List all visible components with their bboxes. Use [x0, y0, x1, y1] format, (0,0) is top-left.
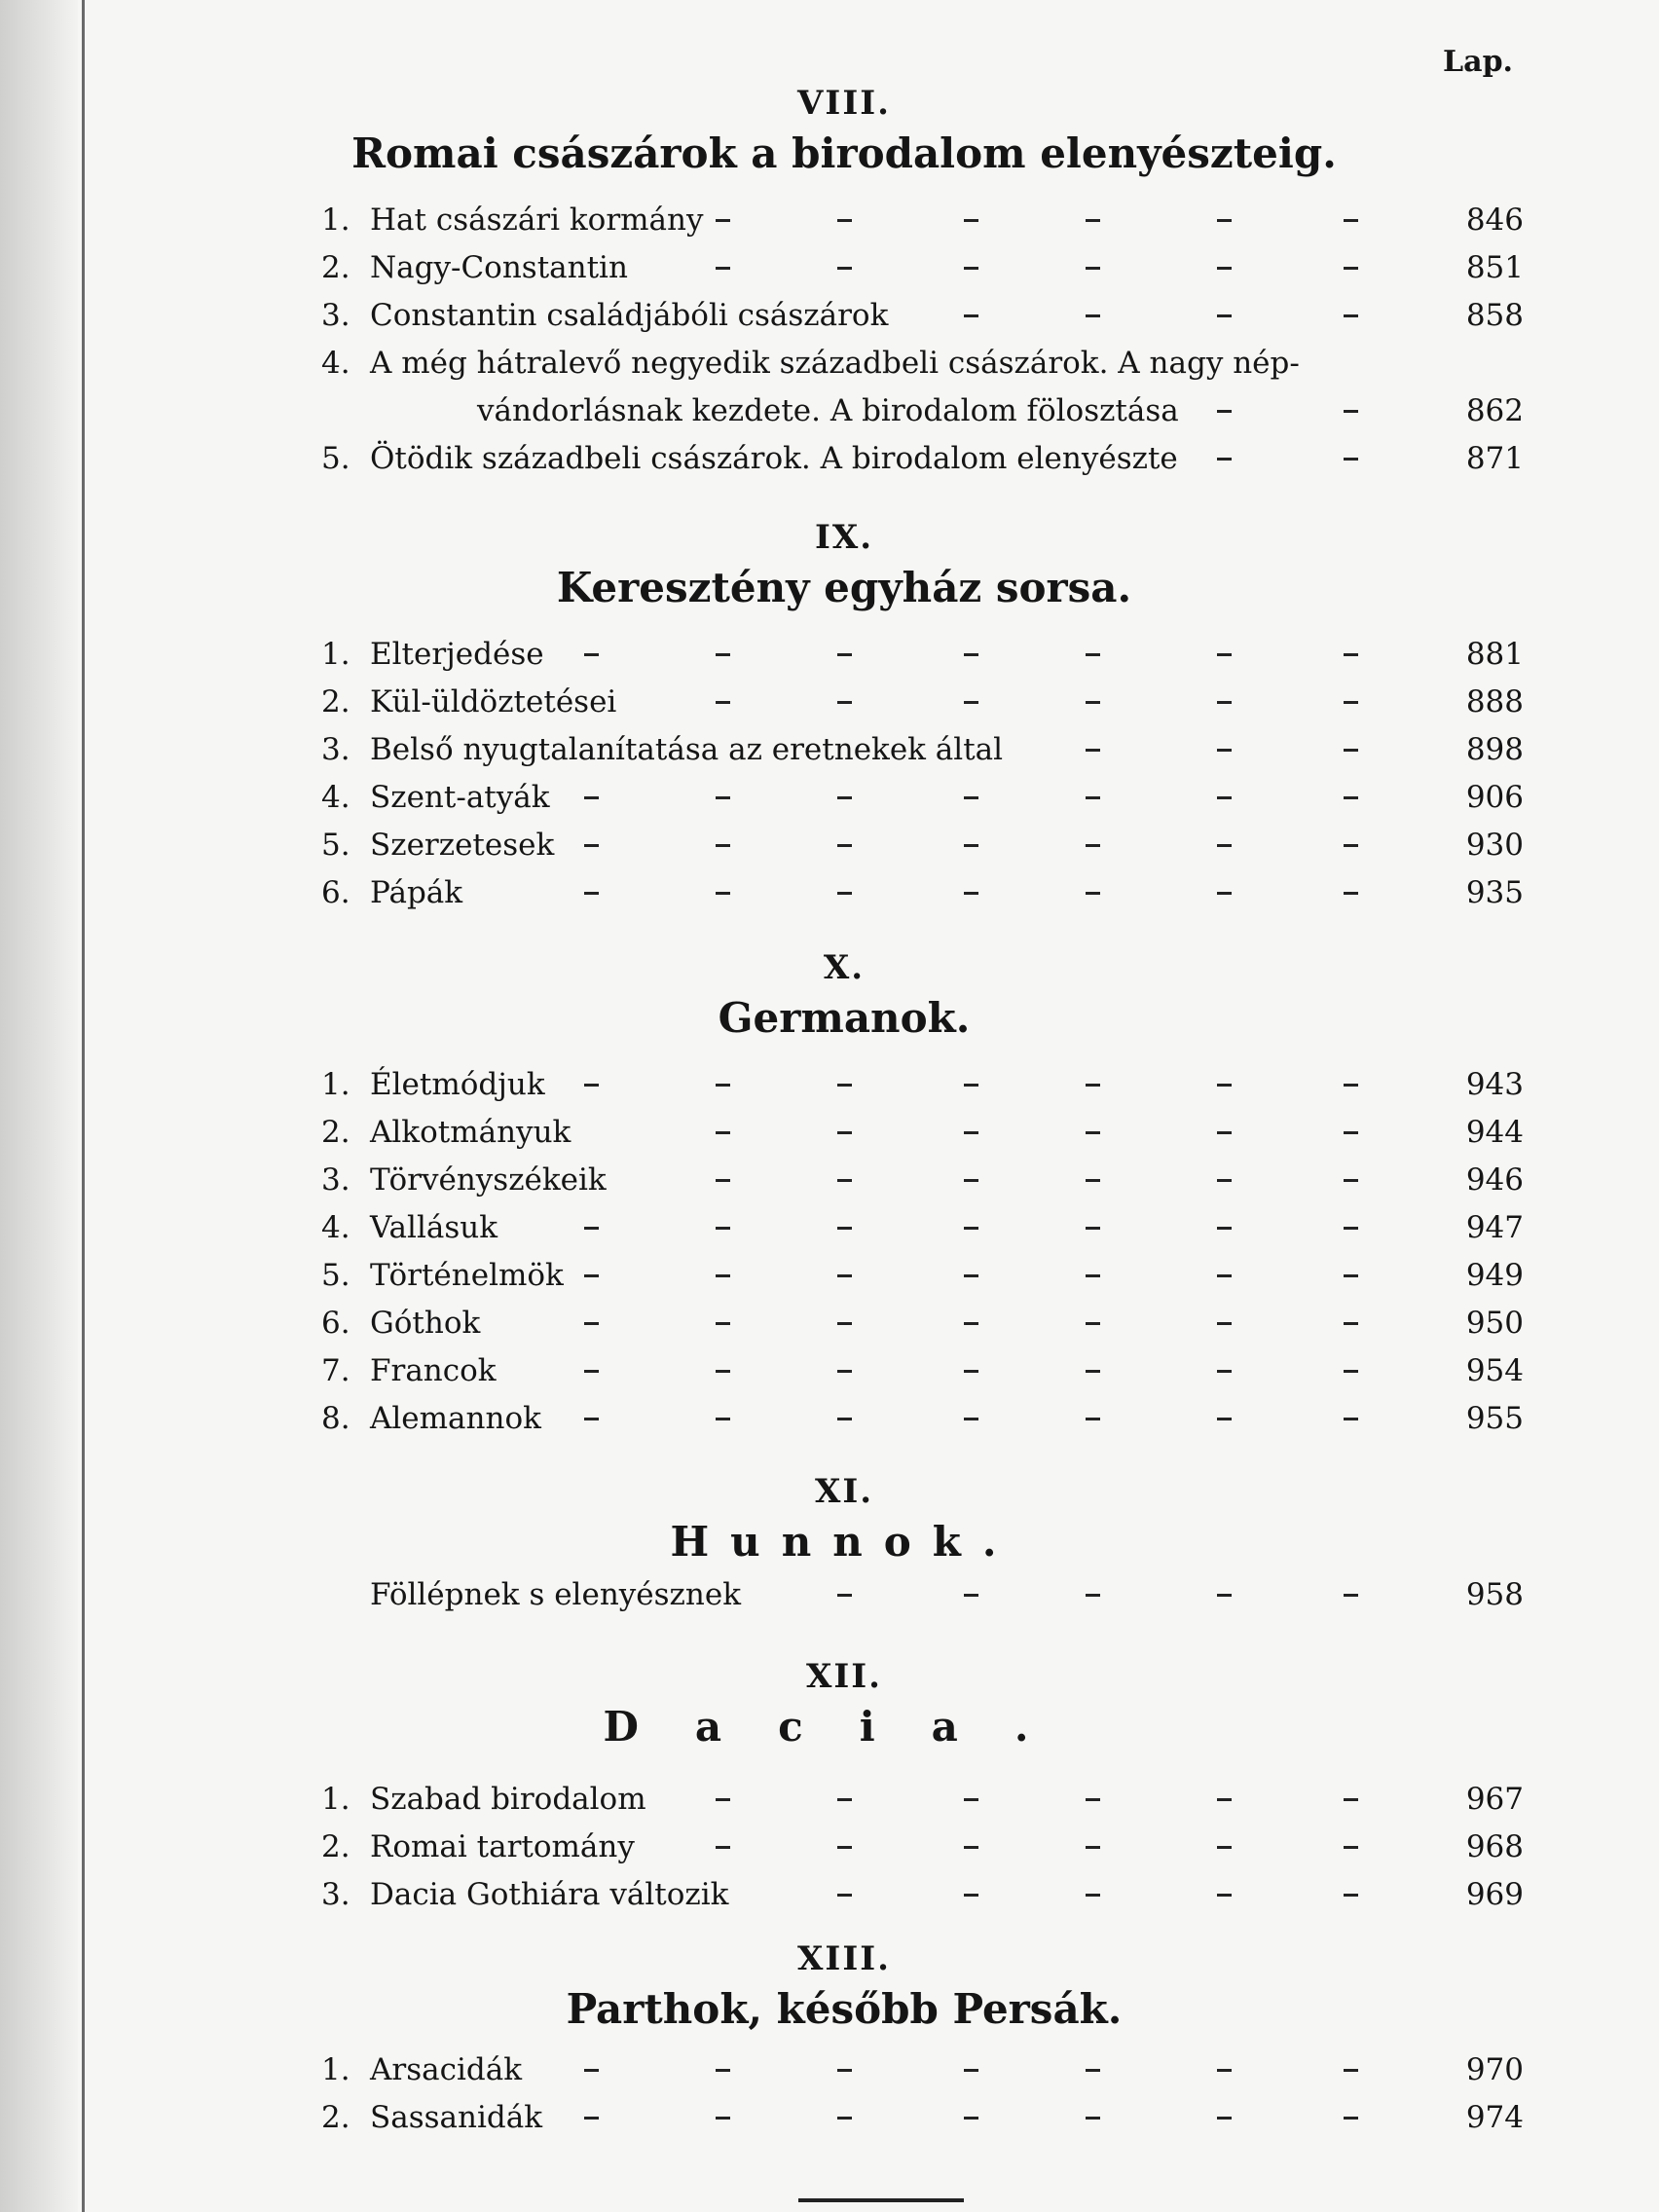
leader-dash — [1086, 1418, 1100, 1420]
leader-dash — [1344, 1131, 1358, 1134]
entry-number: 8. — [321, 1401, 350, 1436]
toc-entry — [0, 1824, 1659, 1871]
leader-dash — [1344, 1846, 1358, 1849]
toc-entry — [0, 1300, 1659, 1347]
entry-number: 4. — [321, 780, 350, 815]
leader-dash — [716, 653, 730, 656]
entry-page: 967 — [1465, 1782, 1524, 1817]
section-viii — [0, 82, 1659, 483]
entry-number: 2. — [321, 2100, 350, 2135]
leader-dash — [837, 1084, 852, 1087]
leader-dash — [584, 2069, 599, 2072]
toc-entry — [0, 340, 1659, 387]
entry-text: Constantin családjábóli császárok — [370, 298, 889, 333]
leader-dash — [1086, 1370, 1100, 1373]
entry-text: Vallásuk — [370, 1210, 498, 1245]
leader-dash — [716, 219, 730, 222]
leader-dash — [837, 1846, 852, 1849]
leader-dash — [1217, 1370, 1232, 1373]
leader-dash — [1217, 653, 1232, 656]
leader-dash — [1344, 1894, 1358, 1897]
leader-dash — [1217, 2069, 1232, 2072]
section-title: Keresztény egyház sorsa. — [556, 564, 1132, 611]
leader-dash — [964, 1131, 978, 1134]
leader-dash — [1217, 267, 1232, 270]
entry-list — [0, 631, 1659, 917]
entry-page: 871 — [1465, 441, 1524, 476]
leader-dash — [1217, 1227, 1232, 1230]
leader-dash — [1086, 1227, 1100, 1230]
leader-dash — [837, 267, 852, 270]
entry-number: 7. — [321, 1353, 350, 1388]
leader-dash — [964, 1179, 978, 1182]
section-number: VIII. — [797, 84, 891, 123]
leader-dash — [1086, 892, 1100, 895]
leader-dash — [964, 1370, 978, 1373]
leader-dash — [964, 796, 978, 799]
toc-entry — [0, 244, 1659, 292]
leader-dash — [837, 653, 852, 656]
entry-number: 2. — [321, 250, 350, 285]
leader-dash — [1344, 458, 1358, 461]
leader-dash — [1086, 844, 1100, 847]
leader-dash — [964, 2117, 978, 2120]
entry-text: Kül-üldöztetései — [370, 684, 617, 719]
leader-dash — [1217, 701, 1232, 704]
toc-entry — [0, 1395, 1659, 1443]
leader-dash — [1344, 219, 1358, 222]
leader-dash — [1086, 1274, 1100, 1277]
leader-dash — [1344, 749, 1358, 752]
toc-entry — [0, 2094, 1659, 2142]
section-number: XIII. — [797, 1939, 891, 1978]
leader-dash — [1344, 844, 1358, 847]
entry-number: 2. — [321, 1829, 350, 1864]
leader-dash — [1217, 1179, 1232, 1182]
entry-text: Elterjedése — [370, 637, 544, 672]
entry-number: 6. — [321, 875, 350, 910]
entry-number: 3. — [321, 298, 350, 333]
leader-dash — [964, 1798, 978, 1801]
toc-entry — [0, 822, 1659, 869]
leader-dash — [1086, 314, 1100, 317]
leader-dash — [584, 796, 599, 799]
leader-dash — [1217, 796, 1232, 799]
entry-text: Dacia Gothiára változik — [370, 1877, 729, 1912]
leader-dash — [584, 1227, 599, 1230]
leader-dash — [964, 1227, 978, 1230]
section-x — [0, 946, 1659, 1443]
leader-dash — [1344, 1798, 1358, 1801]
leader-dash — [1217, 314, 1232, 317]
leader-dash — [1217, 1131, 1232, 1134]
leader-dash — [1217, 1418, 1232, 1420]
entry-number: 1. — [321, 203, 350, 238]
leader-dash — [1344, 701, 1358, 704]
entry-text: Arsacidák — [370, 2052, 522, 2087]
entry-text: Törvényszékeik — [370, 1162, 607, 1198]
leader-dash — [1344, 267, 1358, 270]
entry-page: 954 — [1465, 1353, 1524, 1388]
leader-dash — [1086, 1798, 1100, 1801]
leader-dash — [837, 1594, 852, 1597]
toc-entry — [0, 631, 1659, 679]
section-number: IX. — [814, 518, 874, 557]
entry-page: 930 — [1465, 828, 1524, 863]
leader-dash — [1217, 1274, 1232, 1277]
entry-text: Szabad birodalom — [370, 1782, 646, 1817]
leader-dash — [584, 892, 599, 895]
leader-dash — [1344, 314, 1358, 317]
leader-dash — [964, 892, 978, 895]
entry-number: 5. — [321, 1258, 350, 1293]
section-ix — [0, 516, 1659, 917]
entry-text: Történelmök — [370, 1258, 564, 1293]
entry-text: Belső nyugtalanítatása az eretnekek által — [370, 732, 1004, 767]
entry-number: 3. — [321, 1877, 350, 1912]
section-title: Parthok, később Persák. — [566, 1985, 1123, 2033]
entry-page: 969 — [1465, 1877, 1524, 1912]
leader-dash — [1344, 410, 1358, 413]
entry-page: 935 — [1465, 875, 1524, 910]
entry-page: 968 — [1465, 1829, 1524, 1864]
leader-dash — [1086, 796, 1100, 799]
leader-dash — [837, 1418, 852, 1420]
entry-number: 4. — [321, 1210, 350, 1245]
entry-text: Sassanidák — [370, 2100, 543, 2135]
leader-dash — [1344, 892, 1358, 895]
toc-entry — [0, 1252, 1659, 1300]
entry-page: 974 — [1465, 2100, 1524, 2135]
leader-dash — [964, 1274, 978, 1277]
leader-dash — [837, 1894, 852, 1897]
entry-text: Alkotmányuk — [370, 1115, 571, 1150]
leader-dash — [964, 1594, 978, 1597]
leader-dash — [837, 1131, 852, 1134]
entry-page: 958 — [1465, 1577, 1524, 1612]
leader-dash — [964, 1894, 978, 1897]
entry-text: vándorlásnak kezdete. A birodalom fölosztása — [477, 393, 1179, 428]
entry-page: 888 — [1465, 684, 1524, 719]
leader-dash — [1086, 1131, 1100, 1134]
leader-dash — [964, 219, 978, 222]
entry-page: 906 — [1465, 780, 1524, 815]
leader-dash — [1217, 1846, 1232, 1849]
leader-dash — [1217, 1084, 1232, 1087]
entry-page: 970 — [1465, 2052, 1524, 2087]
leader-dash — [1344, 2069, 1358, 2072]
toc-entry — [0, 774, 1659, 822]
entry-text: Nagy-Constantin — [370, 250, 628, 285]
toc-entry — [0, 1109, 1659, 1157]
section-xiii — [0, 1937, 1659, 2142]
leader-dash — [1344, 653, 1358, 656]
leader-dash — [837, 892, 852, 895]
section-title: Hunnok. — [670, 1518, 1018, 1566]
leader-dash — [716, 1274, 730, 1277]
entry-text: Életmódjuk — [370, 1067, 545, 1102]
leader-dash — [716, 2069, 730, 2072]
leader-dash — [1344, 2117, 1358, 2120]
leader-dash — [1217, 749, 1232, 752]
leader-dash — [837, 2117, 852, 2120]
entry-number: 3. — [321, 1162, 350, 1198]
toc-entry — [0, 1347, 1659, 1395]
leader-dash — [1086, 219, 1100, 222]
entry-text: Alemannok — [370, 1401, 541, 1436]
bottom-rule — [798, 2198, 964, 2202]
entry-number: 1. — [321, 1067, 350, 1102]
entry-number: 5. — [321, 828, 350, 863]
leader-dash — [964, 1846, 978, 1849]
leader-dash — [837, 219, 852, 222]
leader-dash — [1217, 1894, 1232, 1897]
leader-dash — [1217, 458, 1232, 461]
entry-text: Föllépnek s elenyésznek — [370, 1577, 741, 1612]
leader-dash — [716, 701, 730, 704]
leader-dash — [1217, 844, 1232, 847]
entry-text: Francok — [370, 1353, 497, 1388]
leader-dash — [837, 1370, 852, 1373]
leader-dash — [1344, 1084, 1358, 1087]
leader-dash — [964, 653, 978, 656]
entry-text: Góthok — [370, 1306, 481, 1341]
toc-entry — [0, 292, 1659, 340]
leader-dash — [1086, 653, 1100, 656]
leader-dash — [1217, 2117, 1232, 2120]
leader-dash — [1344, 1322, 1358, 1325]
leader-dash — [837, 796, 852, 799]
toc-entry — [0, 1871, 1659, 1919]
entry-page: 950 — [1465, 1306, 1524, 1341]
toc-entry — [0, 1204, 1659, 1252]
entry-number: 3. — [321, 732, 350, 767]
leader-dash — [716, 1227, 730, 1230]
entry-number: 1. — [321, 1782, 350, 1817]
leader-dash — [837, 1179, 852, 1182]
leader-dash — [1344, 1370, 1358, 1373]
leader-dash — [964, 1084, 978, 1087]
leader-dash — [1086, 1846, 1100, 1849]
leader-dash — [837, 1274, 852, 1277]
leader-dash — [1086, 2117, 1100, 2120]
leader-dash — [964, 844, 978, 847]
entry-page: 858 — [1465, 298, 1524, 333]
page-column-label: Lap. — [1443, 45, 1513, 79]
toc-entry — [0, 1571, 1659, 1619]
section-title: Germanok. — [718, 994, 971, 1042]
leader-dash — [1344, 1594, 1358, 1597]
leader-dash — [1086, 1322, 1100, 1325]
entry-page: 955 — [1465, 1401, 1524, 1436]
leader-dash — [837, 1322, 852, 1325]
toc-entry — [0, 1061, 1659, 1109]
leader-dash — [1217, 219, 1232, 222]
entry-list — [0, 1061, 1659, 1443]
entry-page: 944 — [1465, 1115, 1524, 1150]
entry-page: 943 — [1465, 1067, 1524, 1102]
leader-dash — [1217, 410, 1232, 413]
leader-dash — [716, 267, 730, 270]
section-xii — [0, 1655, 1659, 1919]
section-xi — [0, 1470, 1659, 1619]
toc-entry — [0, 1157, 1659, 1204]
leader-dash — [1217, 1322, 1232, 1325]
leader-dash — [964, 314, 978, 317]
entry-number: 5. — [321, 441, 350, 476]
entry-number: 1. — [321, 637, 350, 672]
entry-page: 898 — [1465, 732, 1524, 767]
entry-page: 846 — [1465, 203, 1524, 238]
entry-page: 881 — [1465, 637, 1524, 672]
leader-dash — [837, 1227, 852, 1230]
entry-list — [0, 1571, 1659, 1619]
leader-dash — [716, 796, 730, 799]
leader-dash — [1217, 1798, 1232, 1801]
entry-number: 1. — [321, 2052, 350, 2087]
leader-dash — [1217, 892, 1232, 895]
toc-entry — [0, 679, 1659, 726]
leader-dash — [1086, 2069, 1100, 2072]
leader-dash — [964, 1322, 978, 1325]
entry-text: Hat császári kormány — [370, 203, 704, 238]
toc-entry — [0, 1776, 1659, 1824]
leader-dash — [837, 2069, 852, 2072]
entry-page: 947 — [1465, 1210, 1524, 1245]
toc-entry — [0, 2046, 1659, 2094]
entry-list — [0, 2046, 1659, 2142]
leader-dash — [964, 1418, 978, 1420]
leader-dash — [584, 844, 599, 847]
leader-dash — [1086, 1894, 1100, 1897]
leader-dash — [716, 1798, 730, 1801]
section-number: XI. — [814, 1472, 874, 1511]
entry-text: Romai tartomány — [370, 1829, 635, 1864]
leader-dash — [716, 1846, 730, 1849]
entry-page: 862 — [1465, 393, 1524, 428]
leader-dash — [584, 1322, 599, 1325]
leader-dash — [584, 1370, 599, 1373]
leader-dash — [716, 1131, 730, 1134]
leader-dash — [584, 653, 599, 656]
toc-entry-continuation — [0, 387, 1659, 435]
leader-dash — [716, 1370, 730, 1373]
leader-dash — [1086, 1179, 1100, 1182]
leader-dash — [1086, 749, 1100, 752]
leader-dash — [584, 2117, 599, 2120]
leader-dash — [584, 1418, 599, 1420]
leader-dash — [1344, 1274, 1358, 1277]
leader-dash — [964, 2069, 978, 2072]
leader-dash — [716, 892, 730, 895]
leader-dash — [1086, 1084, 1100, 1087]
leader-dash — [964, 267, 978, 270]
leader-dash — [1217, 1594, 1232, 1597]
leader-dash — [837, 844, 852, 847]
entry-list — [0, 197, 1659, 483]
entry-text: A még hátralevő negyedik századbeli császárok. A nagy nép- — [370, 346, 1300, 381]
toc-entry — [0, 197, 1659, 244]
leader-dash — [1344, 1227, 1358, 1230]
leader-dash — [964, 701, 978, 704]
leader-dash — [716, 1179, 730, 1182]
leader-dash — [1344, 796, 1358, 799]
entry-list — [0, 1776, 1659, 1919]
entry-page: 946 — [1465, 1162, 1524, 1198]
leader-dash — [1086, 1594, 1100, 1597]
leader-dash — [1086, 267, 1100, 270]
leader-dash — [1344, 1418, 1358, 1420]
leader-dash — [716, 1084, 730, 1087]
leader-dash — [1086, 701, 1100, 704]
entry-text: Ötödik századbeli császárok. A birodalom elenyészte — [370, 441, 1178, 476]
entry-number: 2. — [321, 684, 350, 719]
leader-dash — [584, 1274, 599, 1277]
leader-dash — [716, 1418, 730, 1420]
entry-text: Pápák — [370, 875, 463, 910]
entry-page: 851 — [1465, 250, 1524, 285]
section-number: X. — [823, 948, 866, 987]
leader-dash — [716, 2117, 730, 2120]
toc-entry — [0, 726, 1659, 774]
toc-entry — [0, 869, 1659, 917]
section-title: Dacia. — [603, 1703, 1086, 1751]
leader-dash — [837, 701, 852, 704]
leader-dash — [584, 1084, 599, 1087]
entry-number: 4. — [321, 346, 350, 381]
section-number: XII. — [805, 1657, 883, 1696]
entry-page: 949 — [1465, 1258, 1524, 1293]
toc-entry — [0, 435, 1659, 483]
leader-dash — [837, 1798, 852, 1801]
entry-number: 6. — [321, 1306, 350, 1341]
entry-number: 2. — [321, 1115, 350, 1150]
leader-dash — [1344, 1179, 1358, 1182]
leader-dash — [716, 844, 730, 847]
entry-text: Szerzetesek — [370, 828, 555, 863]
entry-text: Szent-atyák — [370, 780, 550, 815]
section-title: Romai császárok a birodalom elenyészteig. — [351, 129, 1337, 177]
leader-dash — [716, 1322, 730, 1325]
